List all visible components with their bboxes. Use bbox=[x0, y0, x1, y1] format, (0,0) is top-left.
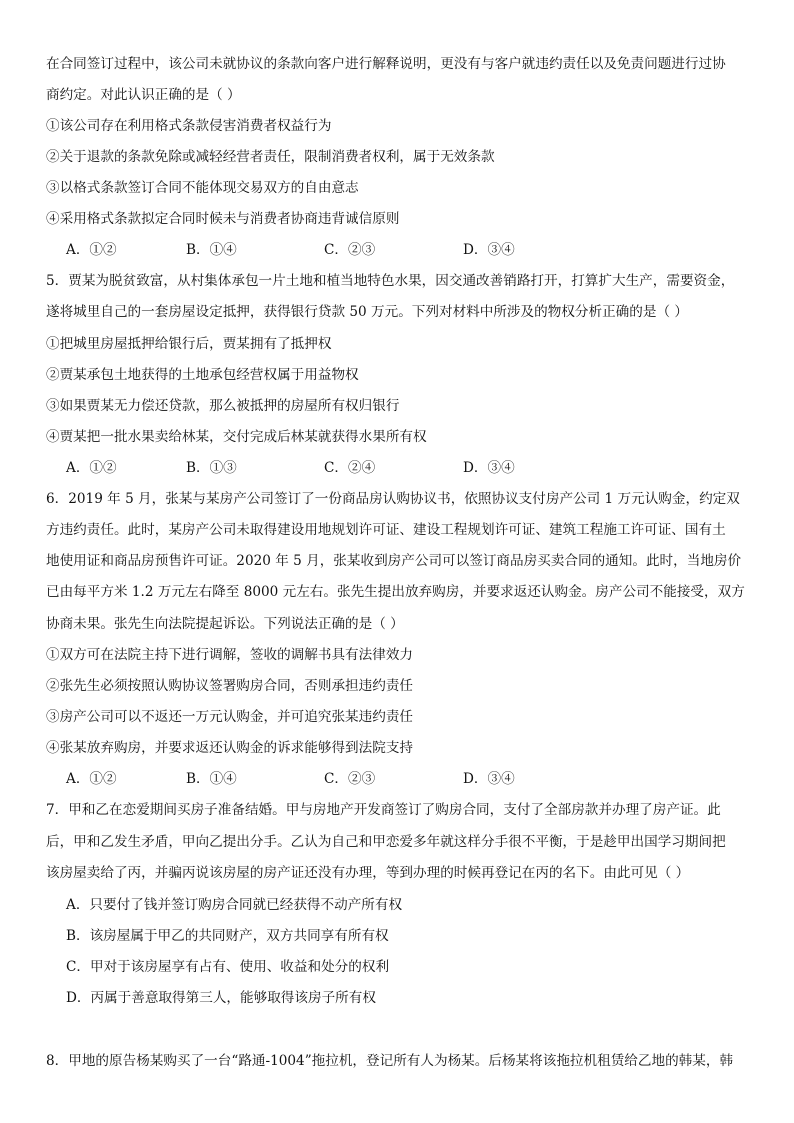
option-d: D．丙属于善意取得第三人，能够取得该房子所有权 bbox=[66, 990, 376, 1006]
option-c: C．②③ bbox=[324, 242, 376, 258]
statement-1: ①双方可在法院主持下进行调解，签收的调解书具有法律效力 bbox=[46, 647, 414, 663]
statement-3: ③以格式条款签订合同不能体现交易双方的自由意志 bbox=[46, 180, 359, 196]
question-text-line: 后，甲和乙发生矛盾，甲向乙提出分手。乙认为自己和甲恋爱多年就这样分手很不平衡，于是趁甲出国学习期间把 bbox=[46, 834, 726, 850]
question-text-line: 该房屋卖给了丙，并骗丙说该房屋的房产证还没有办理，等到办理的时候再登记在丙的名下。由此可见（ ） bbox=[46, 865, 690, 881]
statement-3: ③房产公司可以不返还一万元认购金，并可追究张某违约责任 bbox=[46, 709, 414, 725]
question-text-line: 地使用证和商品房预售许可证。2020 年 5 月，张某收到房产公司可以签订商品房买卖合同的通知。此时，当地房价 bbox=[46, 553, 742, 569]
statement-1: ①该公司存在利用格式条款侵害消费者权益行为 bbox=[46, 118, 332, 134]
option-b: B．该房屋属于甲乙的共同财产，双方共同享有所有权 bbox=[66, 928, 389, 944]
statement-4: ④采用格式条款拟定合同时候未与消费者协商违背诚信原则 bbox=[46, 211, 400, 227]
question-text-line: 7．甲和乙在恋爱期间买房子准备结婚。甲与房地产开发商签订了购房合同，支付了全部房款并办理了房产证。此 bbox=[46, 802, 721, 818]
option-a: A．①② bbox=[66, 771, 117, 787]
statement-2: ②张先生必须按照认购协议签署购房合同，否则承担违约责任 bbox=[46, 678, 414, 694]
option-c: C．甲对于该房屋享有占有、使用、收益和处分的权利 bbox=[66, 959, 390, 975]
question-text-line: 方违约责任。此时，某房产公司未取得建设用地规划许可证、建设工程规划许可证、建筑工程施工许可证、国有土 bbox=[46, 522, 726, 538]
question-text-line: 协商未果。张先生向法院提起诉讼。下列说法正确的是（ ） bbox=[46, 616, 404, 632]
question-text-line: 商约定。对此认识正确的是（ ） bbox=[46, 87, 241, 103]
option-d: D．③④ bbox=[463, 242, 515, 258]
option-a: A．①② bbox=[66, 460, 117, 476]
question-text-line: 6．2019 年 5 月，张某与某房产公司签订了一份商品房认购协议书，依照协议支付房产公司 1 万元认购金，约定双 bbox=[46, 491, 740, 507]
option-a: A．只要付了钱并签订购房合同就已经获得不动产所有权 bbox=[66, 897, 403, 913]
question-text-line: 在合同签订过程中，该公司未就协议的条款向客户进行解释说明，更没有与客户就违约责任以及免责问题进行过协 bbox=[46, 56, 726, 72]
statement-2: ②关于退款的条款免除或减轻经营者责任，限制消费者权利，属于无效条款 bbox=[46, 149, 495, 165]
option-b: B．①④ bbox=[186, 242, 237, 258]
option-d: D．③④ bbox=[463, 460, 515, 476]
question-text-line: 5．贾某为脱贫致富，从村集体承包一片土地和植当地特色水果，因交通改善销路打开，打算扩大生产，需要资金， bbox=[46, 273, 735, 289]
statement-4: ④张某放弃购房，并要求返还认购金的诉求能够得到法院支持 bbox=[46, 740, 414, 756]
statement-3: ③如果贾某无力偿还贷款，那么被抵押的房屋所有权归银行 bbox=[46, 398, 400, 414]
question-text-line: 8．甲地的原告杨某购买了一台“路通-1004”拖拉机，登记所有人为杨某。后杨某将该拖拉机租赁给乙地的韩某，韩 bbox=[46, 1053, 734, 1069]
question-text-line: 遂将城里自己的一套房屋设定抵押，获得银行贷款 50 万元。下列对材料中所涉及的物权分析正确的是（ ） bbox=[46, 304, 688, 320]
option-b: B．①④ bbox=[186, 771, 237, 787]
option-c: C．②④ bbox=[324, 460, 376, 476]
option-a: A．①② bbox=[66, 242, 117, 258]
option-b: B．①③ bbox=[186, 460, 237, 476]
question-text-line: 已由每平方米 1.2 万元左右降至 8000 元左右。张先生提出放弃购房，并要求返还认购金。房产公司不能接受，双方 bbox=[46, 584, 745, 600]
statement-1: ①把城里房屋抵押给银行后，贾某拥有了抵押权 bbox=[46, 336, 332, 352]
statement-2: ②贾某承包土地获得的土地承包经营权属于用益物权 bbox=[46, 367, 359, 383]
statement-4: ④贾某把一批水果卖给林某，交付完成后林某就获得水果所有权 bbox=[46, 429, 427, 445]
option-c: C．②③ bbox=[324, 771, 376, 787]
option-d: D．③④ bbox=[463, 771, 515, 787]
